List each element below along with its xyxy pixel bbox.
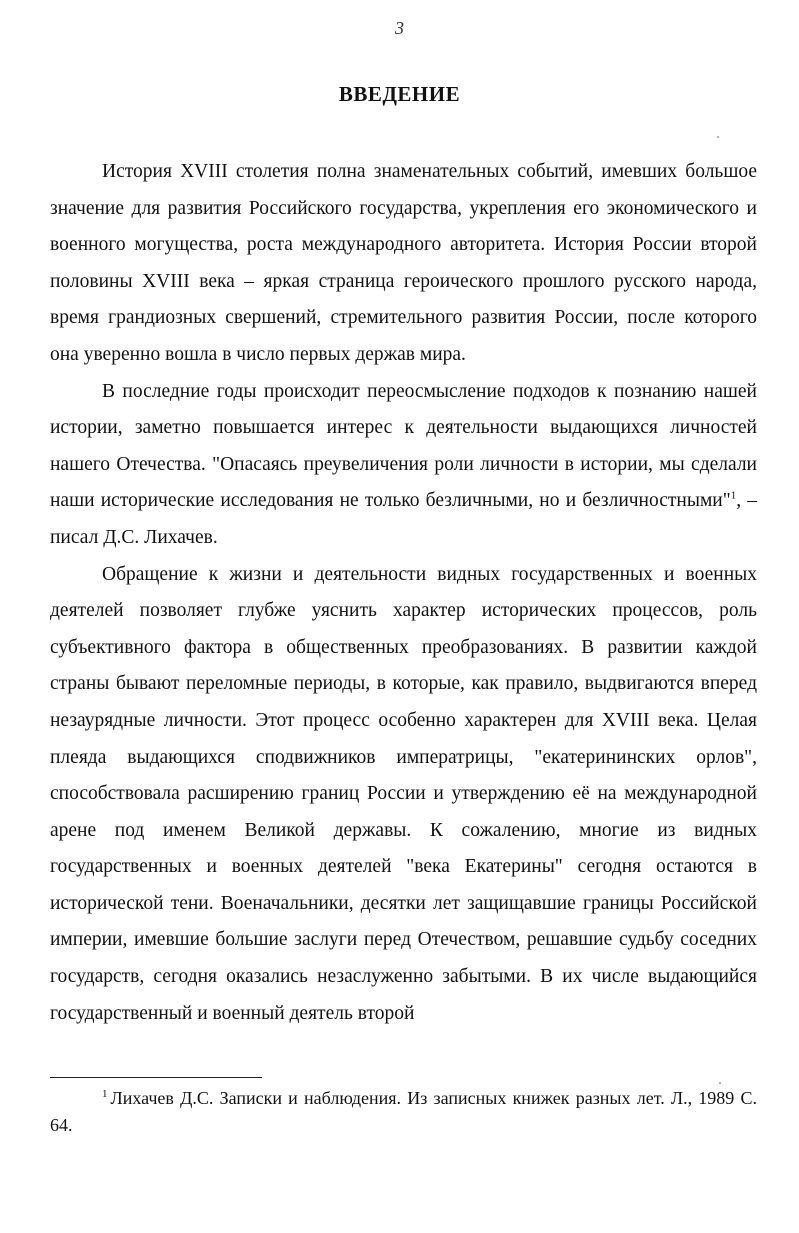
page-title: ВВЕДЕНИЕ: [338, 82, 461, 106]
scan-speck: [719, 1082, 721, 1084]
paragraph-2-text-end: , – писал Д.С. Лихачев.: [50, 490, 758, 548]
body-text: [50, 154, 757, 1032]
paragraph-2-text: В последние годы происходит переосмысление подходов к познанию нашей истории, заметно повышается интерес к деятельности выдающихся личностей нашего Отечества. "Опасаясь преувеличения роли личности в истории, мы сделали наши исторические исследования не только безличными, но и безличностными": [50, 380, 757, 512]
paragraph-2: [50, 374, 757, 557]
footnote-text: Лихачев Д.С. Записки и наблюдения. Из записных книжек разных лет. Л., 1989 С. 64.: [50, 1088, 757, 1135]
footnote-reference: 1: [730, 489, 737, 502]
paragraph-1: История XVIII столетия полна знаменательных событий, имевших большое значение для развития Российского государства, укрепления его экономического и военного могущества, роста международного авторитета. История России второй половины XVIII века – яркая страница героического прошлого русского народа, время грандиозных свершений, стремительного развития России, после которого она уверенно вошла в число первых держав мира.: [50, 161, 757, 365]
paragraph-3: Обращение к жизни и деятельности видных государственных и военных деятелей позволяет глубже уяснить характер исторических процессов, роль субъективного фактора в общественных преобразованиях. В развитии каждой страны бывают переломные периоды, в которые, как правило, выдвигаются вперед незаурядные личности. Этот процесс особенно характерен для XVIII века. Целая плеяда выдающихся сподвижников императрицы, "екатерининских орлов", способствовала расширению границ России и утверждению её на международной арене под именем Великой державы. К сожалению, многие из видных государственных и военных деятелей "века Екатерины" сегодня остаются в исторической тени. Военачальники, десятки лет защищавшие границы Российской империи, имевшие большие заслуги перед Отечеством, решавшие судьбу соседних государств, сегодня оказались незаслуженно забытыми. В их числе выдающийся государственный и военный деятель второй: [50, 563, 757, 1024]
page-number: 3: [395, 18, 404, 38]
footnote-number: 1: [102, 1088, 108, 1100]
footnote: [50, 1085, 757, 1139]
scan-speck: [717, 136, 719, 138]
footnote-divider: [50, 1077, 262, 1078]
